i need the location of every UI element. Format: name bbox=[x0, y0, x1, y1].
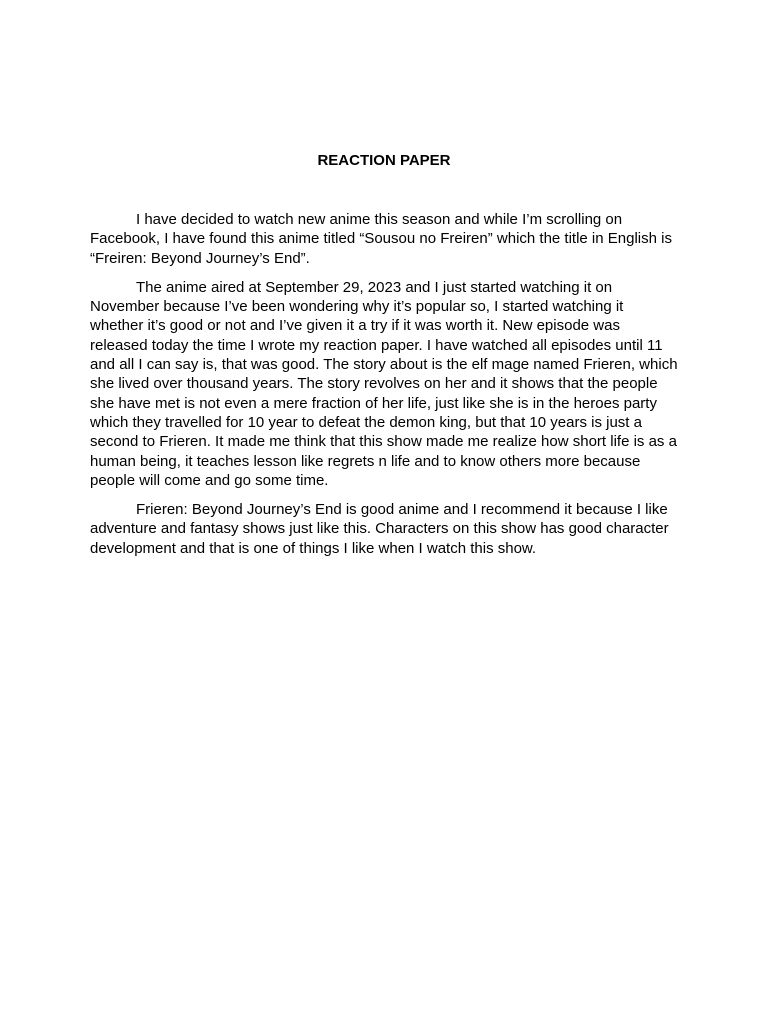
page-title: REACTION PAPER bbox=[317, 152, 451, 169]
paragraph-recommendation: Frieren: Beyond Journey’s End is good anime and I recommend it because I like adventure and fantasy shows just like this. Characters on this show has good character development and that is one of things I like when I watch this show. bbox=[90, 501, 669, 557]
paragraph-story: The anime aired at September 29, 2023 and I just started watching it on November because I’ve been wondering why it’s popular so, I started watching it whether it’s good or not and I’ve given it a try if it was worth it. New episode was released today the time I wrote my reaction paper. I have watched all episodes until 11 and all I can say is, that was good. The story about is the elf mage named Frieren, which she lived over thousand years. The story revolves on her and it shows that the people she have met is not even a mere fraction of her life, just like she is in the heroes party which they travelled for 10 year to defeat the demon king, but that 10 years is just a second to Frieren. It made me think that this show made me realize how short life is as a human being, it teaches lesson like regrets n life and to know others more because people will come and go some time. bbox=[90, 278, 678, 489]
document-body bbox=[90, 210, 680, 568]
paragraph-intro: I have decided to watch new anime this season and while I’m scrolling on Facebook, I have found this anime titled “Sousou no Freiren” which the title in English is “Freiren: Beyond Journey’s End”. bbox=[90, 211, 672, 267]
